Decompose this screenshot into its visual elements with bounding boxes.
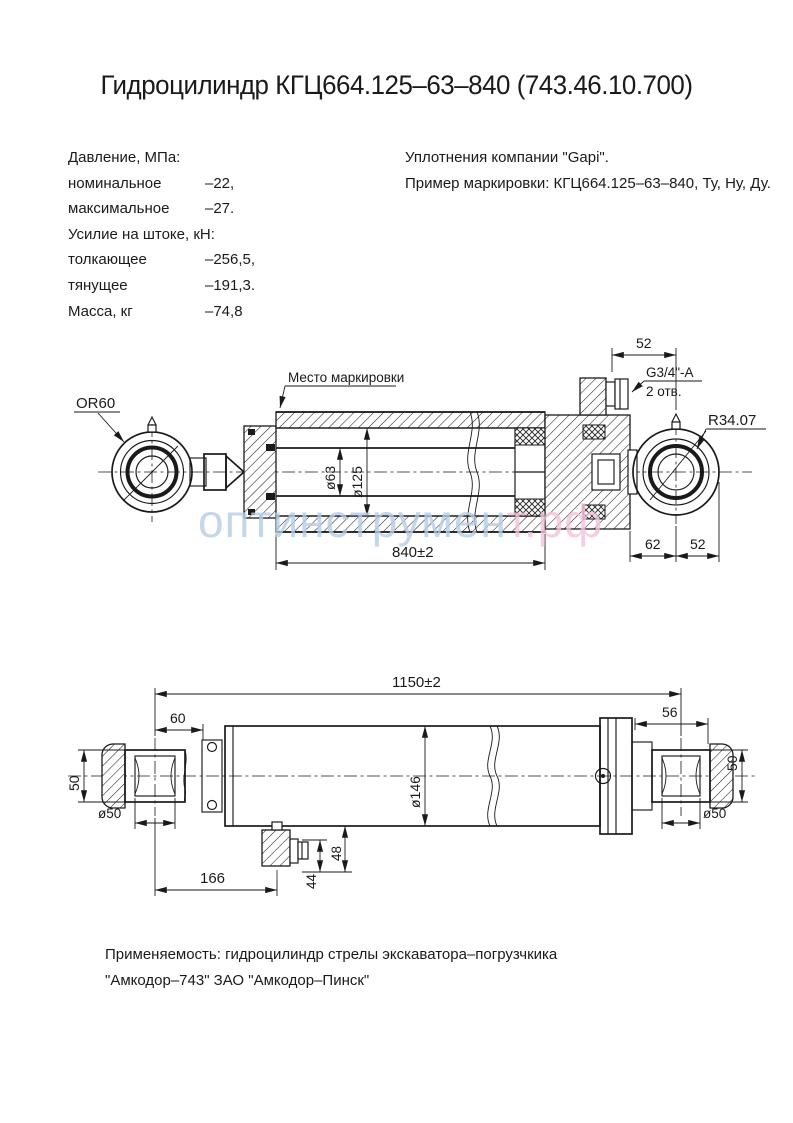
watermark-part1: оптинструмен xyxy=(198,495,507,547)
spec-value: –191,3. xyxy=(205,276,256,294)
dim-48 xyxy=(302,826,352,872)
piston xyxy=(515,428,545,516)
spec-row xyxy=(68,303,255,329)
label-port xyxy=(632,365,702,399)
spec-label: тянущее xyxy=(68,276,128,294)
or60-label: OR60 xyxy=(76,395,116,412)
dim-56 xyxy=(635,704,708,744)
spec-label: Давление, МПа: xyxy=(68,149,181,166)
dim-dia63 xyxy=(322,448,340,496)
spec-value: –22, xyxy=(205,174,235,192)
dim-dia125 xyxy=(349,428,367,516)
dia125-label: ø125 xyxy=(349,466,365,498)
spec-label: максимальное xyxy=(68,200,170,218)
marking-place-label: Место маркировки xyxy=(288,370,405,385)
spec-table xyxy=(68,149,255,328)
port-holes-label: 2 отв. xyxy=(646,384,682,399)
port-fitting xyxy=(580,378,628,415)
seals-note xyxy=(405,149,771,200)
dim-56-label: 56 xyxy=(662,704,678,720)
label-marking-place xyxy=(280,370,404,408)
spec-row xyxy=(68,251,255,277)
seals-line1: Уплотнения компании "Gapi". xyxy=(405,149,609,166)
r3407-label: R34.07 xyxy=(708,412,757,429)
spec-label: номинальное xyxy=(68,174,162,192)
spec-row xyxy=(68,277,255,303)
dim-1150-label: 1150±2 xyxy=(392,674,441,691)
spec-value: –74,8 xyxy=(205,302,243,320)
dim-60 xyxy=(155,710,203,740)
dim-62-label: 62 xyxy=(645,536,661,552)
spec-label: толкающее xyxy=(68,251,147,269)
dim-166 xyxy=(155,818,277,896)
spec-row xyxy=(68,200,255,226)
watermark-part2: т.рф xyxy=(506,495,604,547)
gland-block xyxy=(244,426,276,518)
dim-840-label: 840±2 xyxy=(392,544,434,561)
spec-value: –27. xyxy=(205,200,235,218)
cap-block xyxy=(545,415,630,529)
port-thread-label: G3/4"-A xyxy=(646,365,694,380)
dim-62-52-right xyxy=(630,482,719,562)
drawing-title: Гидроцилиндр КГЦ664.125–63–840 (743.46.10.700) xyxy=(100,70,693,100)
top-section-view xyxy=(40,330,780,630)
dim-50-left-label: 50 xyxy=(66,775,82,791)
grease-nipple-icon xyxy=(148,425,156,432)
spec-row xyxy=(68,226,255,252)
centerlines xyxy=(68,738,758,880)
dim-840 xyxy=(276,534,545,570)
dim-166-label: 166 xyxy=(200,870,226,887)
dim-48-label: 48 xyxy=(329,845,344,861)
spec-label: Масса, кг xyxy=(68,302,133,320)
spec-value: –256,5, xyxy=(205,251,256,269)
dim-44-label: 44 xyxy=(304,873,319,889)
spec-row xyxy=(68,175,255,201)
spec-row xyxy=(68,149,255,175)
grease-nipple-icon xyxy=(672,422,680,429)
dim-50-right-label: 50 xyxy=(724,755,740,771)
seals-line2: Пример маркировки: КГЦ664.125–63–840, Ту, Ну, Ду. xyxy=(405,174,771,192)
dim-52-top-label: 52 xyxy=(636,335,652,351)
dia146-label: ø146 xyxy=(407,776,423,808)
spec-label: Усилие на штоке, кН: xyxy=(68,225,215,243)
application-line2: "Амкодор–743" ЗАО "Амкодор–Пинск" xyxy=(105,972,370,989)
dim-52-right-label: 52 xyxy=(690,536,706,552)
label-or60 xyxy=(74,395,124,442)
application-line1: Применяемость: гидроцилиндр стрелы экскаватора–погрузчкика xyxy=(105,946,558,963)
bottom-port-fitting xyxy=(262,822,308,866)
dim-60-label: 60 xyxy=(170,710,186,726)
dia50-left-label: ø50 xyxy=(98,806,122,821)
bottom-plan-view xyxy=(40,640,780,940)
dia63-label: ø63 xyxy=(322,465,338,490)
dia50-right-label: ø50 xyxy=(703,806,727,821)
cap-eye-right xyxy=(628,414,719,515)
application-note xyxy=(105,946,557,998)
